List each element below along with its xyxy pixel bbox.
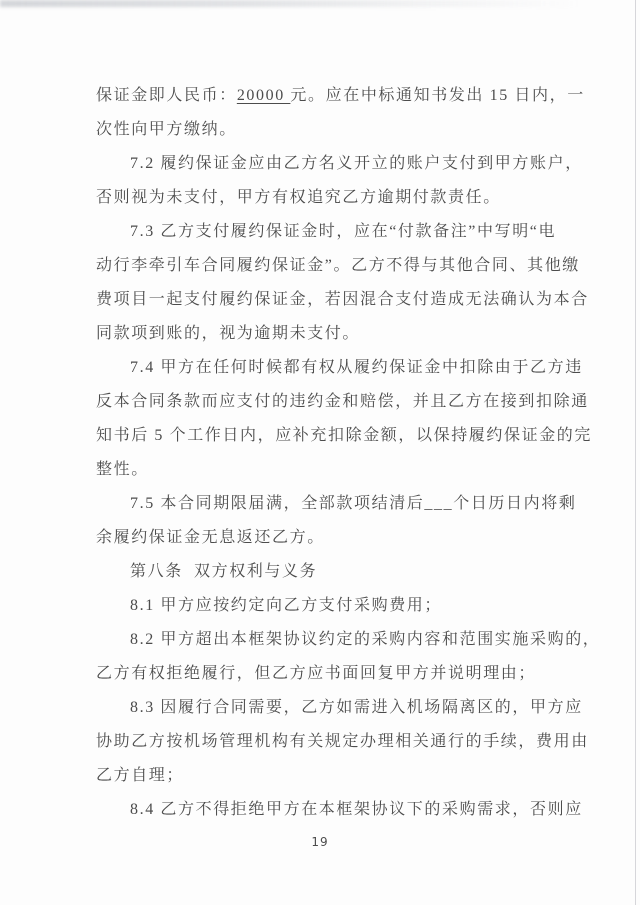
text-segment: 第八条 双方权利与义务: [130, 563, 318, 580]
clause-7-5: [96, 487, 577, 555]
text-segment: 8.3 因履行合同需要，乙方如需进入机场隔离区的，甲方应: [130, 699, 583, 716]
text-line: [96, 487, 577, 521]
contract-text-block: [96, 79, 601, 827]
deposit-amount-continuation: [96, 79, 585, 147]
text-segment: 8.4 乙方不得拒绝甲方在本框架协议下的采购需求，否则应: [130, 801, 583, 818]
text-line: [96, 657, 552, 691]
text-line: [96, 419, 593, 453]
text-line: [96, 79, 585, 113]
text-line: [96, 385, 589, 419]
clause-8-4: [96, 793, 583, 827]
text-segment: 乙方自理；: [96, 767, 185, 784]
text-line: [96, 589, 552, 623]
text-segment: 7.3 乙方支付履约保证金时，应在“付款备注”中写明“电: [130, 223, 557, 240]
text-segment: 8.2 甲方超出本框架协议约定的采购内容和范围实施采购的，: [130, 631, 601, 648]
text-line: [96, 521, 552, 555]
text-segment: 乙方有权拒绝履行，但乙方应书面回复甲方并说明理由；: [96, 665, 537, 682]
text-segment: 反本合同条款而应支付的违约金和赔偿，并且乙方在接到扣除通: [96, 393, 589, 410]
clause-7-2: [96, 147, 583, 215]
text-segment: 8.1 甲方应按约定向乙方支付采购费用；: [130, 597, 443, 614]
text-line: [96, 351, 583, 385]
text-segment: 保证金即人民币：: [96, 87, 237, 104]
clause-7-3: [96, 215, 589, 351]
clause-8-3: [96, 691, 589, 793]
text-line: [96, 453, 552, 487]
text-line: [96, 317, 552, 351]
text-line: [96, 249, 580, 283]
text-line: [96, 113, 552, 147]
page-number: 19: [311, 835, 329, 849]
clause-8-1: [96, 589, 552, 623]
clause-8-2: [96, 623, 601, 691]
text-segment: 知书后 5 个工作日内，应补充扣除金额，以保持履约保证金的完: [96, 427, 593, 444]
text-segment: 否则视为未支付，甲方有权追究乙方逾期付款责任。: [96, 189, 501, 206]
article-8-heading: [96, 555, 552, 589]
text-line: [96, 759, 552, 793]
text-line: [96, 215, 557, 249]
text-segment: 7.2 履约保证金应由乙方名义开立的账户支付到甲方账户，: [130, 155, 583, 172]
underlined-value: 20000: [236, 87, 291, 104]
text-line: [96, 283, 589, 317]
text-segment: 协助乙方按机场管理机构有关规定办理相关通行的手续，费用由: [96, 733, 589, 750]
text-segment: 元。应在中标通知书发出 15 日内，一: [290, 87, 585, 104]
scan-edge-line: [635, 0, 636, 905]
text-segment: 同款项到账的，视为逾期未支付。: [96, 325, 361, 342]
text-line: [96, 623, 601, 657]
text-segment: 费项目一起支付履约保证金，若因混合支付造成无法确认为本合: [96, 291, 589, 308]
clause-7-4: [96, 351, 593, 487]
scan-artifact-top: [0, 0, 580, 7]
text-segment: 动行李牵引车合同履约保证金”。乙方不得与其他合同、其他缴: [96, 257, 580, 274]
text-line: [96, 691, 583, 725]
text-segment: 次性向甲方缴纳。: [96, 121, 237, 138]
text-segment: 整性。: [96, 461, 149, 478]
text-segment: 个日历日内将剩: [453, 495, 577, 512]
text-segment: 7.4 甲方在任何时候都有权从履约保证金中扣除由于乙方违: [130, 359, 583, 376]
text-segment: 7.5 本合同期限届满，全部款项结清后: [130, 495, 425, 512]
text-line: [96, 555, 552, 589]
text-line: [96, 793, 583, 827]
text-line: [96, 725, 589, 759]
text-segment: 余履约保证金无息返还乙方。: [96, 529, 325, 546]
text-segment: ___: [424, 495, 454, 512]
text-line: [96, 147, 583, 181]
text-line: [96, 181, 552, 215]
